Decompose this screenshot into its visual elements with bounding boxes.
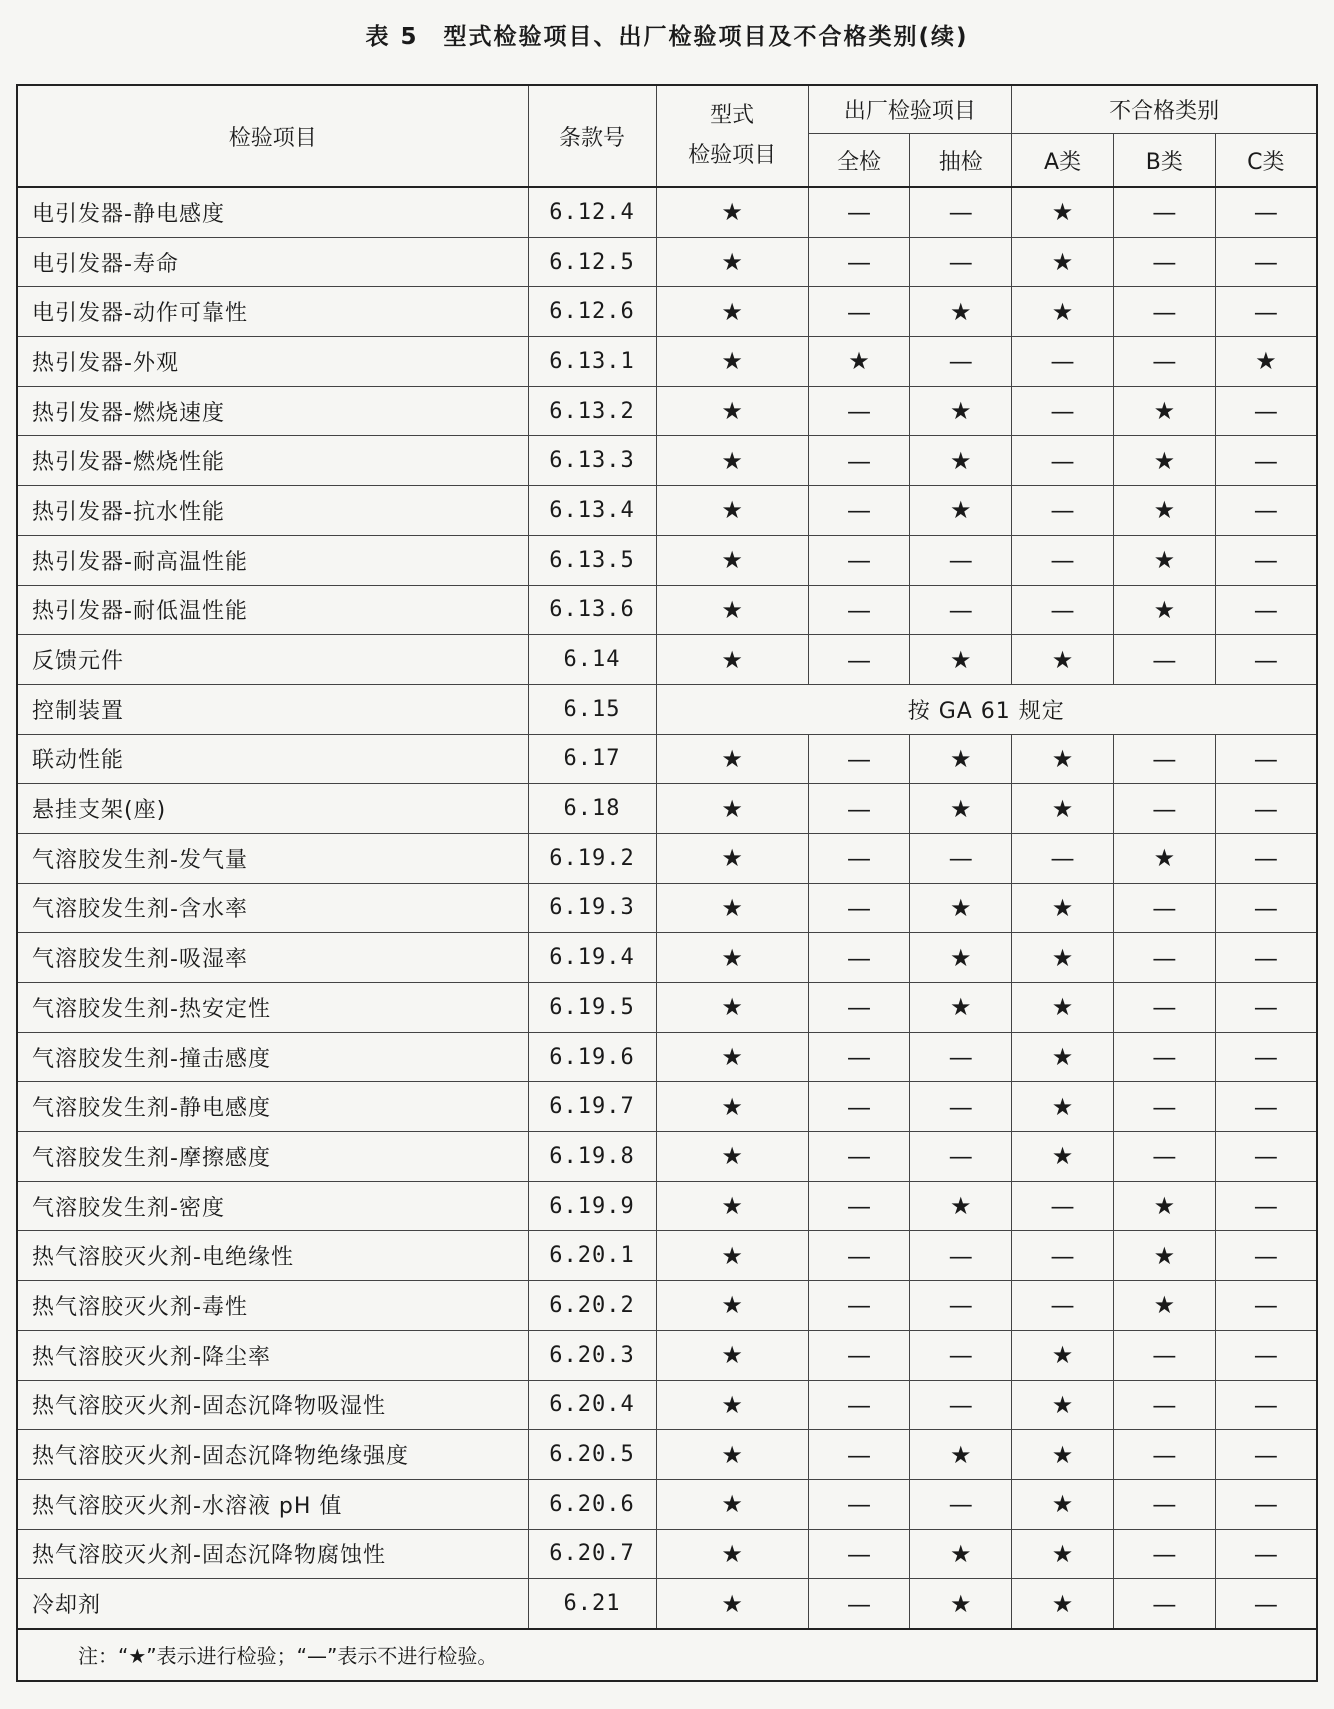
mark-class-c: — [1215,386,1317,436]
header-type-test [656,85,808,187]
mark-type-test: ★ [656,187,808,237]
mark-full-check: — [808,535,910,585]
mark-type-test: ★ [656,1281,808,1331]
mark-full-check: — [808,436,910,486]
mark-full-check: — [808,1380,910,1430]
table-row [17,1281,1317,1331]
mark-full-check: — [808,883,910,933]
row-item-name: 热引发器-燃烧性能 [17,436,528,486]
header-type-test-line1: 型式 [710,103,755,128]
row-item-name: 气溶胶发生剂-发气量 [17,833,528,883]
row-clause: 6.19.6 [528,1032,656,1082]
row-clause: 6.13.6 [528,585,656,635]
mark-class-c: — [1215,1032,1317,1082]
mark-sample-check: — [910,1231,1012,1281]
table-row [17,237,1317,287]
row-item-name: 气溶胶发生剂-撞击感度 [17,1032,528,1082]
mark-sample-check: — [910,535,1012,585]
mark-type-test: ★ [656,287,808,337]
mark-class-c: — [1215,983,1317,1033]
mark-type-test: ★ [656,1082,808,1132]
mark-sample-check: — [910,337,1012,387]
row-clause: 6.19.5 [528,983,656,1033]
row-item-name: 热气溶胶灭火剂-毒性 [17,1281,528,1331]
mark-class-a: — [1012,585,1114,635]
table-note: 注：“★”表示进行检验；“—”表示不进行检验。 [17,1629,1317,1681]
mark-class-b: — [1113,1430,1215,1480]
mark-sample-check: ★ [910,1181,1012,1231]
mark-type-test: ★ [656,386,808,436]
mark-class-c: — [1215,585,1317,635]
table-row [17,1181,1317,1231]
mark-class-c: ★ [1215,337,1317,387]
mark-sample-check: — [910,237,1012,287]
row-clause: 6.19.3 [528,883,656,933]
mark-class-a: ★ [1012,1380,1114,1430]
mark-type-test: ★ [656,883,808,933]
mark-full-check: — [808,1529,910,1579]
mark-full-check: — [808,1082,910,1132]
mark-full-check: — [808,833,910,883]
mark-full-check: — [808,635,910,685]
row-clause: 6.20.1 [528,1231,656,1281]
table-row [17,784,1317,834]
table-row [17,684,1317,734]
row-item-name: 气溶胶发生剂-热安定性 [17,983,528,1033]
row-clause: 6.19.9 [528,1181,656,1231]
mark-type-test: ★ [656,784,808,834]
mark-full-check: — [808,734,910,784]
mark-sample-check: ★ [910,983,1012,1033]
mark-type-test: ★ [656,585,808,635]
mark-class-c: — [1215,883,1317,933]
mark-class-a: ★ [1012,734,1114,784]
table-body [17,187,1317,1629]
mark-class-a: ★ [1012,237,1114,287]
mark-type-test: ★ [656,933,808,983]
mark-class-b: — [1113,933,1215,983]
mark-type-test: ★ [656,1132,808,1182]
mark-class-a: ★ [1012,983,1114,1033]
row-span-note: 按 GA 61 规定 [656,684,1317,734]
mark-type-test: ★ [656,1529,808,1579]
row-clause: 6.18 [528,784,656,834]
mark-sample-check: — [910,1032,1012,1082]
mark-class-c: — [1215,1579,1317,1629]
mark-class-a: — [1012,833,1114,883]
mark-class-c: — [1215,833,1317,883]
table-row [17,1132,1317,1182]
row-clause: 6.20.6 [528,1479,656,1529]
mark-sample-check: — [910,833,1012,883]
mark-class-b: — [1113,883,1215,933]
mark-class-c: — [1215,237,1317,287]
table-row [17,635,1317,685]
mark-class-b: ★ [1113,1231,1215,1281]
row-clause: 6.19.4 [528,933,656,983]
mark-sample-check: ★ [910,1579,1012,1629]
row-item-name: 控制装置 [17,684,528,734]
mark-sample-check: ★ [910,635,1012,685]
mark-type-test: ★ [656,1579,808,1629]
mark-class-b: — [1113,1032,1215,1082]
mark-full-check: — [808,1032,910,1082]
mark-class-c: — [1215,436,1317,486]
row-item-name: 热引发器-燃烧速度 [17,386,528,436]
row-clause: 6.20.7 [528,1529,656,1579]
row-item-name: 电引发器-寿命 [17,237,528,287]
row-item-name: 热引发器-耐高温性能 [17,535,528,585]
row-item-name: 热气溶胶灭火剂-固态沉降物绝缘强度 [17,1430,528,1480]
mark-sample-check: ★ [910,386,1012,436]
mark-class-b: ★ [1113,585,1215,635]
row-item-name: 热气溶胶灭火剂-固态沉降物吸湿性 [17,1380,528,1430]
row-clause: 6.17 [528,734,656,784]
table-row [17,1529,1317,1579]
mark-class-b: ★ [1113,486,1215,536]
row-item-name: 热气溶胶灭火剂-降尘率 [17,1330,528,1380]
mark-full-check: — [808,486,910,536]
mark-class-a: — [1012,436,1114,486]
row-clause: 6.20.3 [528,1330,656,1380]
header-class-a: A类 [1012,134,1114,188]
mark-class-b: — [1113,983,1215,1033]
table-row [17,386,1317,436]
mark-type-test: ★ [656,1380,808,1430]
mark-class-a: — [1012,535,1114,585]
table-row [17,983,1317,1033]
row-item-name: 气溶胶发生剂-含水率 [17,883,528,933]
row-clause: 6.20.5 [528,1430,656,1480]
row-item-name: 热气溶胶灭火剂-固态沉降物腐蚀性 [17,1529,528,1579]
mark-class-b: — [1113,1479,1215,1529]
table-row [17,1032,1317,1082]
mark-class-b: — [1113,1132,1215,1182]
mark-class-a: ★ [1012,287,1114,337]
row-clause: 6.13.2 [528,386,656,436]
mark-class-b: — [1113,1579,1215,1629]
row-item-name: 电引发器-静电感度 [17,187,528,237]
header-clause: 条款号 [528,85,656,187]
row-clause: 6.13.3 [528,436,656,486]
mark-class-a: — [1012,1281,1114,1331]
mark-class-b: ★ [1113,436,1215,486]
mark-class-a: ★ [1012,635,1114,685]
mark-sample-check: ★ [910,436,1012,486]
table-row [17,1579,1317,1629]
row-clause: 6.15 [528,684,656,734]
table-row [17,1430,1317,1480]
mark-class-b: — [1113,635,1215,685]
mark-sample-check: — [910,1380,1012,1430]
row-clause: 6.12.4 [528,187,656,237]
row-item-name: 电引发器-动作可靠性 [17,287,528,337]
mark-class-a: — [1012,486,1114,536]
mark-class-a: ★ [1012,1032,1114,1082]
mark-class-b: ★ [1113,386,1215,436]
table-row [17,1082,1317,1132]
table-row [17,1330,1317,1380]
mark-type-test: ★ [656,237,808,287]
row-item-name: 热引发器-抗水性能 [17,486,528,536]
mark-full-check: — [808,1330,910,1380]
row-item-name: 冷却剂 [17,1579,528,1629]
mark-full-check: — [808,187,910,237]
mark-class-a: ★ [1012,187,1114,237]
header-class-c: C类 [1215,134,1317,188]
mark-class-a: ★ [1012,933,1114,983]
mark-sample-check: ★ [910,933,1012,983]
mark-class-c: — [1215,1330,1317,1380]
mark-class-b: — [1113,337,1215,387]
mark-full-check: — [808,1430,910,1480]
row-item-name: 联动性能 [17,734,528,784]
table-row [17,833,1317,883]
header-nonconformity: 不合格类别 [1012,85,1317,134]
mark-class-a: ★ [1012,1529,1114,1579]
mark-class-b: — [1113,187,1215,237]
mark-class-c: — [1215,187,1317,237]
mark-class-b: — [1113,1529,1215,1579]
mark-class-a: ★ [1012,1479,1114,1529]
table-row [17,734,1317,784]
row-clause: 6.13.5 [528,535,656,585]
row-item-name: 气溶胶发生剂-密度 [17,1181,528,1231]
mark-class-c: — [1215,1281,1317,1331]
table-row [17,1231,1317,1281]
mark-class-c: — [1215,486,1317,536]
mark-class-c: — [1215,1231,1317,1281]
mark-class-c: — [1215,784,1317,834]
row-item-name: 热引发器-外观 [17,337,528,387]
mark-class-a: ★ [1012,1330,1114,1380]
table-row [17,1479,1317,1529]
mark-full-check: ★ [808,337,910,387]
mark-class-b: — [1113,1082,1215,1132]
table-title: 表 5 型式检验项目、出厂检验项目及不合格类别(续) [365,24,969,50]
row-item-name: 热气溶胶灭火剂-水溶液 pH 值 [17,1479,528,1529]
row-clause: 6.19.8 [528,1132,656,1182]
mark-class-b: ★ [1113,833,1215,883]
table-row [17,883,1317,933]
mark-full-check: — [808,933,910,983]
mark-sample-check: — [910,1132,1012,1182]
header-factory-test: 出厂检验项目 [808,85,1012,134]
mark-class-a: ★ [1012,784,1114,834]
row-clause: 6.20.4 [528,1380,656,1430]
mark-sample-check: ★ [910,486,1012,536]
mark-type-test: ★ [656,833,808,883]
mark-full-check: — [808,1181,910,1231]
row-clause: 6.12.6 [528,287,656,337]
mark-full-check: — [808,1479,910,1529]
row-clause: 6.19.7 [528,1082,656,1132]
mark-class-c: — [1215,535,1317,585]
table-row [17,436,1317,486]
mark-full-check: — [808,1579,910,1629]
mark-type-test: ★ [656,535,808,585]
mark-class-a: ★ [1012,1082,1114,1132]
row-item-name: 热引发器-耐低温性能 [17,585,528,635]
mark-sample-check: — [910,1082,1012,1132]
mark-class-c: — [1215,1082,1317,1132]
mark-class-b: — [1113,237,1215,287]
mark-type-test: ★ [656,486,808,536]
mark-class-c: — [1215,1479,1317,1529]
row-item-name: 气溶胶发生剂-吸湿率 [17,933,528,983]
mark-type-test: ★ [656,337,808,387]
mark-full-check: — [808,237,910,287]
row-item-name: 气溶胶发生剂-静电感度 [17,1082,528,1132]
mark-sample-check: ★ [910,883,1012,933]
mark-class-b: — [1113,784,1215,834]
mark-full-check: — [808,585,910,635]
mark-class-a: ★ [1012,1579,1114,1629]
row-item-name: 热气溶胶灭火剂-电绝缘性 [17,1231,528,1281]
table-row [17,933,1317,983]
row-clause: 6.12.5 [528,237,656,287]
mark-class-b: — [1113,734,1215,784]
row-item-name: 悬挂支架(座) [17,784,528,834]
mark-class-b: — [1113,287,1215,337]
mark-type-test: ★ [656,1181,808,1231]
header-full-check: 全检 [808,134,910,188]
table-row [17,287,1317,337]
header-type-test-line2: 检验项目 [688,143,777,168]
mark-class-b: ★ [1113,535,1215,585]
header-sample-check: 抽检 [910,134,1012,188]
row-clause: 6.13.1 [528,337,656,387]
mark-class-a: ★ [1012,883,1114,933]
mark-sample-check: — [910,1330,1012,1380]
table-row [17,187,1317,237]
mark-class-b: ★ [1113,1181,1215,1231]
row-clause: 6.19.2 [528,833,656,883]
mark-class-c: — [1215,734,1317,784]
table-row [17,585,1317,635]
mark-class-c: — [1215,1132,1317,1182]
mark-full-check: — [808,983,910,1033]
mark-type-test: ★ [656,1231,808,1281]
mark-sample-check: — [910,187,1012,237]
mark-type-test: ★ [656,635,808,685]
row-clause: 6.14 [528,635,656,685]
table-row [17,337,1317,387]
mark-full-check: — [808,1281,910,1331]
mark-full-check: — [808,1231,910,1281]
mark-type-test: ★ [656,1032,808,1082]
header-item: 检验项目 [17,85,528,187]
mark-type-test: ★ [656,1330,808,1380]
mark-class-c: — [1215,287,1317,337]
row-clause: 6.21 [528,1579,656,1629]
inspection-table [16,84,1318,1682]
header-class-b: B类 [1113,134,1215,188]
mark-class-c: — [1215,1430,1317,1480]
mark-type-test: ★ [656,734,808,784]
mark-sample-check: ★ [910,734,1012,784]
mark-class-b: — [1113,1380,1215,1430]
mark-class-a: — [1012,1181,1114,1231]
mark-class-b: ★ [1113,1281,1215,1331]
table-row [17,1380,1317,1430]
mark-class-c: — [1215,933,1317,983]
table-row [17,535,1317,585]
mark-sample-check: ★ [910,1430,1012,1480]
mark-type-test: ★ [656,436,808,486]
mark-class-c: — [1215,1380,1317,1430]
row-item-name: 气溶胶发生剂-摩擦感度 [17,1132,528,1182]
row-clause: 6.20.2 [528,1281,656,1331]
mark-full-check: — [808,1132,910,1182]
mark-type-test: ★ [656,1430,808,1480]
table-row [17,486,1317,536]
mark-type-test: ★ [656,983,808,1033]
mark-full-check: — [808,287,910,337]
row-item-name: 反馈元件 [17,635,528,685]
mark-type-test: ★ [656,1479,808,1529]
mark-sample-check: ★ [910,1529,1012,1579]
mark-full-check: — [808,784,910,834]
mark-class-a: — [1012,337,1114,387]
mark-class-a: ★ [1012,1430,1114,1480]
mark-sample-check: ★ [910,287,1012,337]
mark-class-b: — [1113,1330,1215,1380]
row-clause: 6.13.4 [528,486,656,536]
mark-class-c: — [1215,1181,1317,1231]
mark-full-check: — [808,386,910,436]
mark-class-a: — [1012,386,1114,436]
mark-sample-check: — [910,1479,1012,1529]
mark-sample-check: — [910,1281,1012,1331]
mark-class-a: — [1012,1231,1114,1281]
mark-class-c: — [1215,1529,1317,1579]
mark-sample-check: ★ [910,784,1012,834]
mark-class-c: — [1215,635,1317,685]
mark-class-a: ★ [1012,1132,1114,1182]
mark-sample-check: — [910,585,1012,635]
